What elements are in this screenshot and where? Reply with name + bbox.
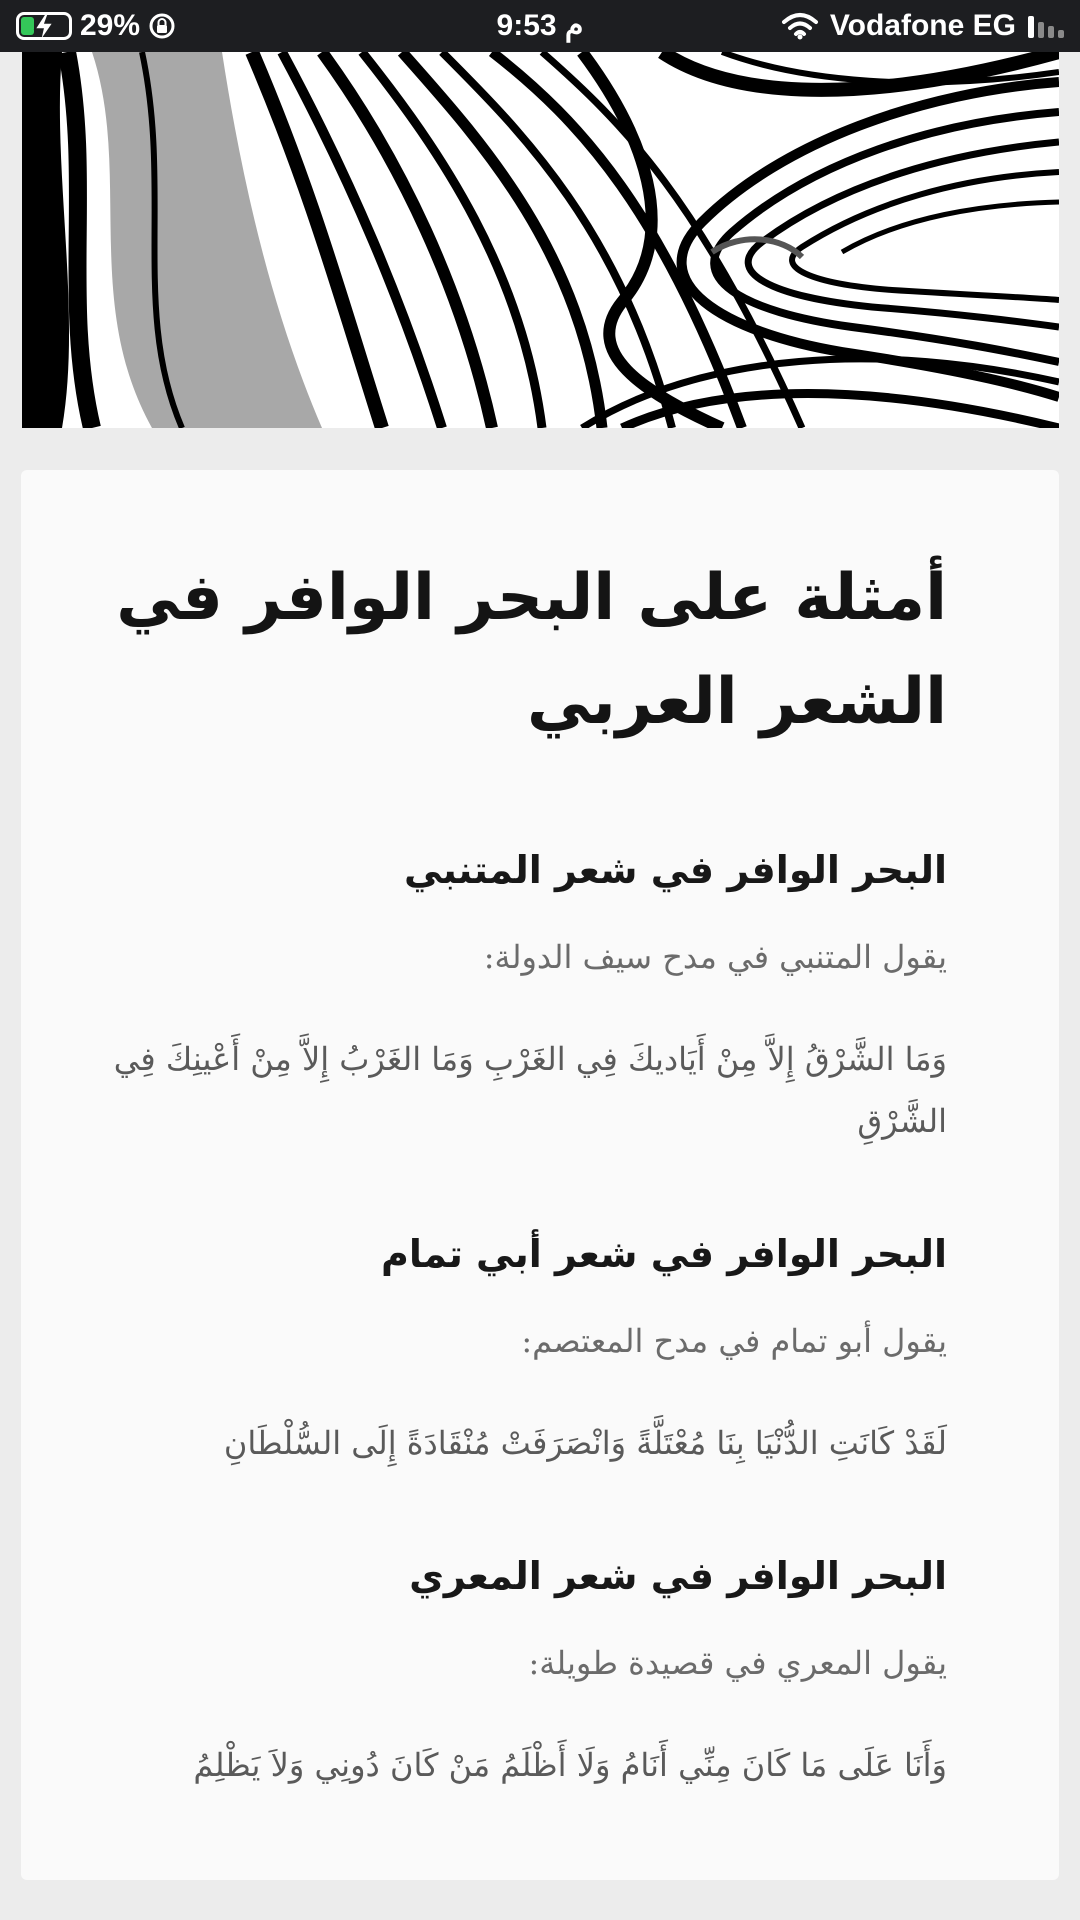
signal-strength-icon xyxy=(1026,12,1066,40)
article-title: أمثلة على البحر الوافر في الشعر العربي xyxy=(116,561,947,739)
hero-image xyxy=(22,52,1059,428)
section-heading-mutanabbi: البحر الوافر في شعر المتنبي xyxy=(404,848,947,892)
verse-mutanabbi: وَمَا الشَّرْقُ إِلاَّ مِنْ أَيَاديكَ فِي الغَرْبِ وَمَا الغَرْبُ إِلاَّ مِنْ أَعْينِكَ فِي الشَّرْقِ xyxy=(113,1040,947,1140)
section-intro-mutanabbi: يقول المتنبي في مدح سيف الدولة: xyxy=(483,938,947,976)
section-intro-abu-tammam: يقول أبو تمام في مدح المعتصم: xyxy=(521,1322,947,1360)
carrier-name: Vodafone EG xyxy=(829,9,1016,42)
abstract-wavy-lines-image xyxy=(22,52,1059,428)
section-intro-maarri: يقول المعري في قصيدة طويلة: xyxy=(528,1644,947,1682)
article-card xyxy=(21,470,1059,1880)
status-right xyxy=(780,9,1066,43)
status-bar xyxy=(0,0,1080,52)
section-heading-maarri: البحر الوافر في شعر المعري xyxy=(409,1554,947,1598)
article-content xyxy=(83,546,947,1796)
battery-percent: 29% xyxy=(80,9,141,42)
wifi-icon xyxy=(780,12,820,40)
section-heading-abu-tammam: البحر الوافر في شعر أبي تمام xyxy=(380,1232,947,1276)
clock: 9:53 م xyxy=(496,9,584,42)
verse-maarri: وَأَنَا عَلَى مَا كَانَ مِنِّي أَنَامُ وَلَا أَظْلَمُ مَنْ كَانَ دُونِي وَلاَ يَظْلِمُ xyxy=(193,1746,947,1784)
verse-abu-tammam: لَقَدْ كَانَتِ الدُّنْيَا بِنَا مُعْتَلَّةً وَانْصَرَفَتْ مُنْقَادَةً إِلَى السُّلْطَانِ xyxy=(223,1424,947,1462)
